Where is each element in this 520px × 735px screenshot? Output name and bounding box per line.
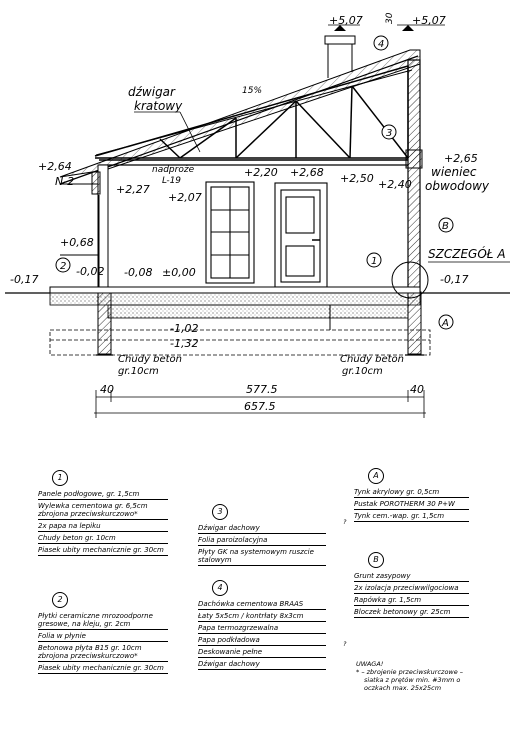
elev-220: +2,20 (244, 166, 278, 179)
legend-4-row: Papa podkładowa (198, 634, 326, 646)
marker-1 (367, 253, 381, 267)
legend-3-row: Dźwigar dachowy (198, 522, 326, 534)
dim-30: 30 (385, 12, 395, 24)
dimension-lines (94, 383, 426, 418)
marker-4 (374, 36, 388, 50)
legend-4-row: Łaty 5x5cm / kontrłaty 8x3cm (198, 610, 326, 622)
lean-concrete-left-2: gr.10cm (118, 366, 159, 377)
legend-1-row: Panele podłogowe, gr. 1,5cm (38, 488, 168, 500)
elev-068: +0,68 (60, 236, 94, 249)
lean-concrete-left-1: Chudy beton (118, 354, 182, 365)
legend-b (354, 555, 469, 618)
legend-1-row: Wylewka cementowa gr. 6,5cm zbrojona przeciwskurczowo* (38, 500, 168, 520)
truss-label-1: dźwigar (128, 85, 175, 99)
lean-concrete-right-1: Chudy beton (340, 354, 404, 365)
dim-left: 40 (100, 383, 114, 396)
svg-text:3: 3 (386, 128, 393, 139)
wall-beam-label-1: wieniec (431, 165, 477, 179)
elev-m102: -1,02 (170, 322, 199, 335)
legend-1-row: 2x papa na lepiku (38, 520, 168, 532)
lean-concrete-right-2: gr.10cm (342, 366, 383, 377)
floor-slab (5, 287, 510, 355)
legend-1-row: Chudy beton gr. 10cm (38, 532, 168, 544)
svg-text:2: 2 (60, 261, 67, 272)
legend-b-row: Bloczek betonowy gr. 25cm (354, 606, 469, 618)
elev-240: +2,40 (378, 178, 412, 191)
elev-207: +2,07 (168, 191, 202, 204)
legend-a-row: Tynk akrylowy gr. 0,5cm (354, 486, 469, 498)
legend-a-row: Pustak POROTHERM 30 P+W (354, 498, 469, 510)
legend-a-row: Tynk cem.-wap. gr. 1,5cm (354, 510, 469, 522)
marker-2 (56, 258, 70, 272)
elevation-labels (10, 12, 510, 377)
wall-beam-label-2: obwodowy (425, 179, 489, 193)
truss-label-2: kratowy (134, 99, 183, 113)
legend-4 (198, 583, 326, 670)
legend-1-row: Piasek ubity mechanicznie gr. 30cm (38, 544, 168, 556)
legend-4-row: Dźwigar dachowy (198, 658, 326, 670)
legend-1 (38, 473, 168, 556)
legend-3-row: Płyty GK na systemowym ruszcie stalowym (198, 546, 326, 566)
svg-text:A: A (442, 318, 449, 329)
legend-4-row: Papa termozgrzewalna (198, 622, 326, 634)
detail-label: SZCZEGÓŁ A (428, 247, 506, 261)
elev-top-left: +5,07 (329, 14, 363, 27)
marker-a (439, 315, 453, 329)
marker-b (439, 218, 453, 232)
roof-slope: 15% (242, 86, 263, 96)
warning-note (356, 660, 496, 692)
window (206, 182, 254, 283)
warning-note-line: oczkach max. 25x25cm (364, 684, 442, 692)
svg-text:B: B (442, 221, 449, 232)
roof (60, 50, 420, 184)
svg-text:4: 4 (378, 39, 385, 50)
elev-264: +2,64 (38, 160, 72, 173)
legend-4-row: Dachówka cementowa BRAAS (198, 598, 326, 610)
warning-note-line: siatka z prętów min. #3mm o (364, 676, 461, 684)
stray-mark: ? (343, 640, 347, 648)
elev-m008: -0,08 (124, 266, 153, 279)
svg-text:1: 1 (371, 256, 378, 267)
legend-a-badge: A (368, 468, 384, 484)
legend-a (354, 471, 469, 522)
legend-2-badge: 2 (52, 592, 68, 608)
legend-2-row: Piasek ubity mechanicznie gr. 30cm (38, 662, 168, 674)
lintel-label-1: nadproże (152, 165, 195, 175)
legend-2-row: Płytki ceramiczne mrozoodporne gresowe, na kleju, gr. 2cm (38, 610, 168, 630)
n2-label: N-2 (55, 175, 75, 188)
elev-227: +2,27 (116, 183, 150, 196)
legend-b-row: Rapówka gr. 1,5cm (354, 594, 469, 606)
dim-right: 40 (410, 383, 424, 396)
elev-m002: -0,02 (76, 265, 105, 278)
legend-4-row: Deskowanie pełne (198, 646, 326, 658)
elev-top-right: +5,07 (412, 14, 446, 27)
marker-3 (382, 125, 396, 139)
dim-mid: 577.5 (246, 383, 278, 396)
legend-2-row: Folia w płynie (38, 630, 168, 642)
elev-000: ±0,00 (162, 266, 196, 279)
warning-note-line: * – zbrojenie przeciwskurczowe – (356, 668, 464, 676)
warning-note-title: UWAGA! (356, 660, 384, 668)
legend-3-row: Folia paroizolacyjna (198, 534, 326, 546)
elev-m017-right: -0,17 (440, 273, 469, 286)
lintel-label-2: L-19 (162, 176, 182, 186)
stray-mark: ? (343, 518, 347, 526)
legend-b-badge: B (368, 552, 384, 568)
legend-2-row: Betonowa płyta B15 gr. 10cm zbrojona przeciwskurczowo* (38, 642, 168, 662)
dim-total: 657.5 (244, 400, 276, 413)
elev-268: +2,68 (290, 166, 324, 179)
legend-3-badge: 3 (212, 504, 228, 520)
elev-250: +2,50 (340, 172, 374, 185)
door (275, 183, 327, 287)
legend-b-row: Grunt zasypowy (354, 570, 469, 582)
elev-m017-left: -0,17 (10, 273, 39, 286)
legend-4-badge: 4 (212, 580, 228, 596)
legend-1-badge: 1 (52, 470, 68, 486)
elev-265: +2,65 (444, 152, 478, 165)
legend-b-row: 2x izolacja przeciwwilgociowa (354, 582, 469, 594)
legend-3 (198, 507, 326, 566)
legend-2 (38, 595, 168, 674)
elev-m132: -1,32 (170, 337, 199, 350)
